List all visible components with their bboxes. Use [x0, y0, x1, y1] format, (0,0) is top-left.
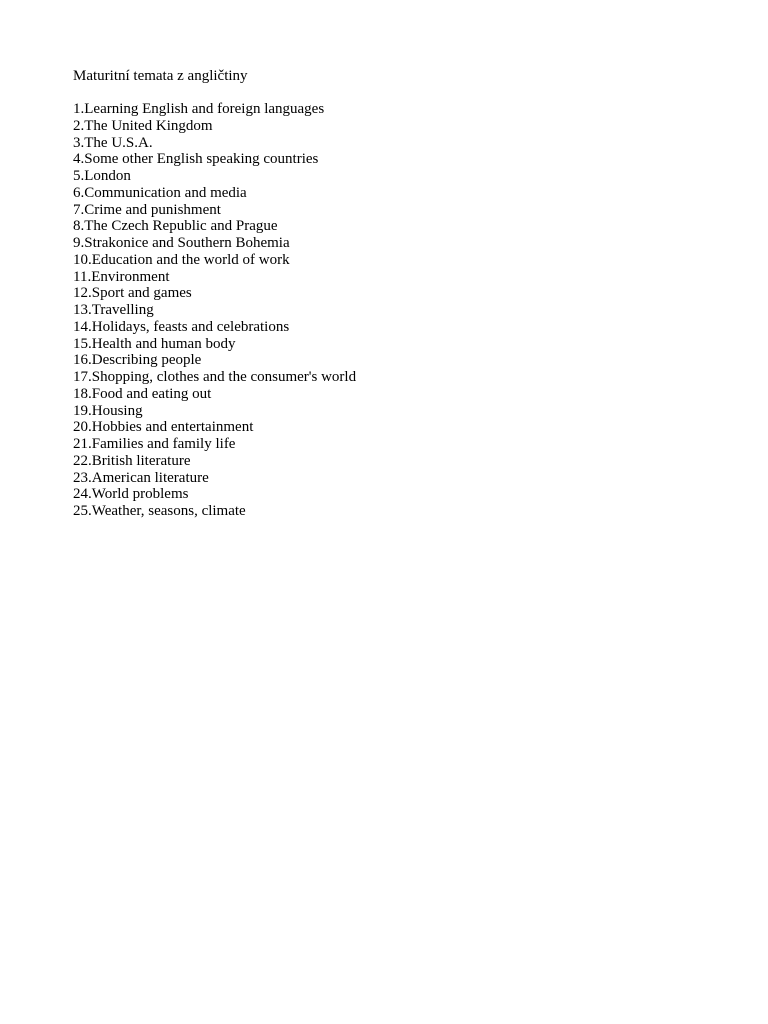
- topic-item: 19.Housing: [73, 402, 143, 419]
- topic-item: 22.British literature: [73, 452, 191, 469]
- topic-item: 6.Communication and media: [73, 184, 247, 201]
- topic-item: 10.Education and the world of work: [73, 251, 290, 268]
- document-title: Maturitní temata z angličtiny: [73, 68, 248, 84]
- topic-item: 18.Food and eating out: [73, 385, 212, 402]
- topic-item: 14.Holidays, feasts and celebrations: [73, 318, 290, 335]
- topic-item: 8.The Czech Republic and Prague: [73, 218, 278, 235]
- document-content: [73, 67, 713, 520]
- topic-item: 24.World problems: [73, 486, 189, 503]
- topic-item: 16.Describing people: [73, 352, 202, 369]
- topic-item: 11.Environment: [73, 268, 170, 285]
- topic-item: 15.Health and human body: [73, 335, 236, 352]
- topic-item: 1.Learning English and foreign languages: [73, 101, 325, 117]
- topic-item: 25.Weather, seasons, climate: [73, 503, 246, 519]
- topic-item: 21.Families and family life: [73, 436, 236, 452]
- topic-item: 3.The U.S.A.: [73, 134, 153, 151]
- topic-list: [73, 101, 713, 520]
- topic-item: 5.London: [73, 168, 131, 184]
- topic-item: 12.Sport and games: [73, 285, 192, 302]
- topic-item: 17.Shopping, clothes and the consumer's world: [73, 369, 357, 385]
- topic-item: 7.Crime and punishment: [73, 201, 221, 218]
- topic-item: 9.Strakonice and Southern Bohemia: [73, 235, 290, 251]
- topic-item: 20.Hobbies and entertainment: [73, 419, 254, 436]
- topic-item: 4.Some other English speaking countries: [73, 151, 319, 168]
- topic-item: 2.The United Kingdom: [73, 117, 213, 134]
- topic-item: 23.American literature: [73, 469, 209, 486]
- topic-item: 13.Travelling: [73, 302, 154, 318]
